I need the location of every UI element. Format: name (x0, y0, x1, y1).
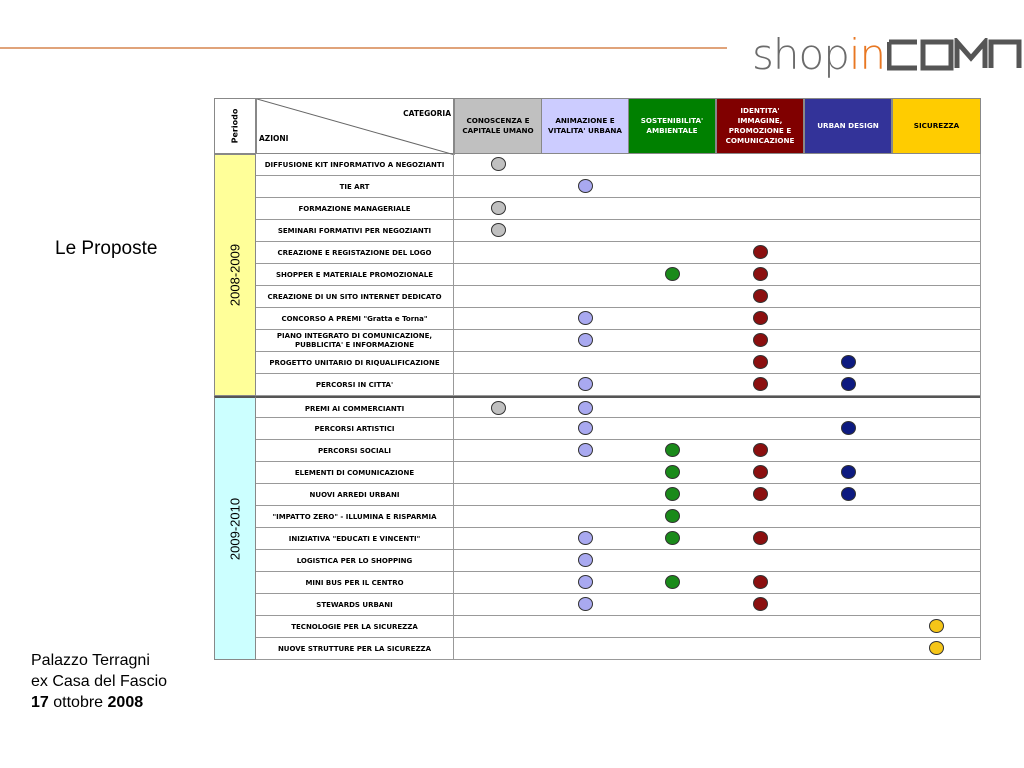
category-marker-dot (578, 311, 593, 325)
action-label: CREAZIONE DI UN SITO INTERNET DEDICATO (256, 286, 454, 308)
header-categoria-azioni (256, 98, 454, 154)
category-marker-dot (841, 487, 856, 501)
shopincomo-logo (752, 30, 1023, 80)
category-marker-dot (841, 355, 856, 369)
category-marker-dot (578, 575, 593, 589)
table-row (256, 506, 981, 528)
table-row (256, 550, 981, 572)
column-header-3: IDENTITA' IMMAGINE, PROMOZIONE E COMUNICAZIONE (716, 98, 804, 154)
table-row (256, 198, 981, 220)
category-marker-dot (578, 401, 593, 415)
category-marker-dot (665, 575, 680, 589)
category-marker-dot (491, 223, 506, 237)
table-row (256, 572, 981, 594)
table-row (256, 330, 981, 352)
table-row (256, 396, 981, 418)
column-header-4: URBAN DESIGN (804, 98, 892, 154)
action-label: PROGETTO UNITARIO DI RIQUALIFICAZIONE (256, 352, 454, 374)
category-marker-dot (753, 443, 768, 457)
action-label: "IMPATTO ZERO" - ILLUMINA E RISPARMIA (256, 506, 454, 528)
category-marker-dot (753, 465, 768, 479)
category-marker-dot (578, 421, 593, 435)
period-0 (214, 154, 256, 396)
table-row (256, 418, 981, 440)
category-marker-dot (753, 575, 768, 589)
action-label: MINI BUS PER IL CENTRO (256, 572, 454, 594)
category-marker-dot (753, 289, 768, 303)
action-label: TIE ART (256, 176, 454, 198)
category-marker-dot (753, 267, 768, 281)
header-categoria-label: CATEGORIA (403, 109, 451, 118)
action-label: SHOPPER E MATERIALE PROMOZIONALE (256, 264, 454, 286)
action-label: TECNOLOGIE PER LA SICUREZZA (256, 616, 454, 638)
category-marker-dot (753, 531, 768, 545)
table-right-border (980, 154, 981, 660)
category-marker-dot (753, 311, 768, 325)
action-label: PERCORSI IN CITTA' (256, 374, 454, 396)
category-marker-dot (753, 333, 768, 347)
column-header-0: CONOSCENZA E CAPITALE UMANO (454, 98, 542, 154)
category-marker-dot (491, 201, 506, 215)
venue-line-2: ex Casa del Fascio (31, 673, 168, 690)
category-marker-dot (929, 641, 944, 655)
header-azioni-label: AZIONI (259, 134, 289, 143)
category-marker-dot (491, 157, 506, 171)
action-label: INIZIATIVA "EDUCATI E VINCENTI" (256, 528, 454, 550)
action-label: FORMAZIONE MANAGERIALE (256, 198, 454, 220)
action-label: LOGISTICA PER LO SHOPPING (256, 550, 454, 572)
table-row (256, 154, 981, 176)
category-marker-dot (753, 487, 768, 501)
category-marker-dot (665, 487, 680, 501)
table-row (256, 352, 981, 374)
category-marker-dot (578, 553, 593, 567)
category-marker-dot (753, 245, 768, 259)
category-marker-dot (753, 597, 768, 611)
header-periodo: Periodo (214, 98, 256, 154)
period-label: 2009-2010 (227, 497, 243, 560)
table-row (256, 638, 981, 660)
category-marker-dot (578, 597, 593, 611)
table-row (256, 286, 981, 308)
category-marker-dot (841, 421, 856, 435)
action-label: ELEMENTI DI COMUNICAZIONE (256, 462, 454, 484)
action-label: PERCORSI ARTISTICI (256, 418, 454, 440)
table-row (256, 594, 981, 616)
table-row (256, 528, 981, 550)
category-marker-dot (753, 355, 768, 369)
category-marker-dot (578, 377, 593, 391)
category-marker-dot (578, 443, 593, 457)
slide-title: Le Proposte (55, 238, 158, 259)
table-row (256, 616, 981, 638)
table-row (256, 176, 981, 198)
action-label: DIFFUSIONE KIT INFORMATIVO A NEGOZIANTI (256, 154, 454, 176)
category-marker-dot (665, 509, 680, 523)
action-label: PIANO INTEGRATO DI COMUNICAZIONE, PUBBLICITA' E INFORMAZIONE (256, 330, 454, 352)
action-label: STEWARDS URBANI (256, 594, 454, 616)
category-marker-dot (491, 401, 506, 415)
column-header-2: SOSTENIBILITA' AMBIENTALE (628, 98, 716, 154)
category-marker-dot (665, 267, 680, 281)
table-row (256, 308, 981, 330)
category-marker-dot (929, 619, 944, 633)
category-marker-dot (665, 531, 680, 545)
action-label: NUOVE STRUTTURE PER LA SICUREZZA (256, 638, 454, 660)
category-marker-dot (665, 443, 680, 457)
table-row (256, 264, 981, 286)
category-marker-dot (665, 465, 680, 479)
action-label: CONCORSO A PREMI "Gratta e Torna" (256, 308, 454, 330)
venue-line-1: Palazzo Terragni (31, 652, 150, 669)
category-marker-dot (578, 531, 593, 545)
actions-matrix-table (214, 98, 981, 659)
table-row (256, 462, 981, 484)
venue-date: 17 ottobre 2008 (31, 694, 144, 711)
category-marker-dot (578, 179, 593, 193)
table-row (256, 440, 981, 462)
action-label: SEMINARI FORMATIVI PER NEGOZIANTI (256, 220, 454, 242)
table-row (256, 242, 981, 264)
como-wordmark-icon (887, 38, 1023, 72)
period-1 (214, 396, 256, 660)
category-marker-dot (841, 377, 856, 391)
category-marker-dot (753, 377, 768, 391)
table-row (256, 484, 981, 506)
category-marker-dot (578, 333, 593, 347)
action-label: PERCORSI SOCIALI (256, 440, 454, 462)
category-marker-dot (841, 465, 856, 479)
table-row (256, 220, 981, 242)
venue-info (31, 650, 167, 713)
column-header-5: SICUREZZA (892, 98, 981, 154)
action-label: CREAZIONE E REGISTAZIONE DEL LOGO (256, 242, 454, 264)
action-label: NUOVI ARREDI URBANI (256, 484, 454, 506)
period-label: 2008-2009 (227, 243, 243, 307)
table-row (256, 374, 981, 396)
column-header-1: ANIMAZIONE E VITALITA' URBANA (541, 98, 629, 154)
header-divider-line (0, 47, 727, 49)
logo-text: shopin (752, 30, 886, 79)
action-label: PREMI AI COMMERCIANTI (256, 398, 454, 420)
diagonal-split-line (257, 99, 455, 155)
